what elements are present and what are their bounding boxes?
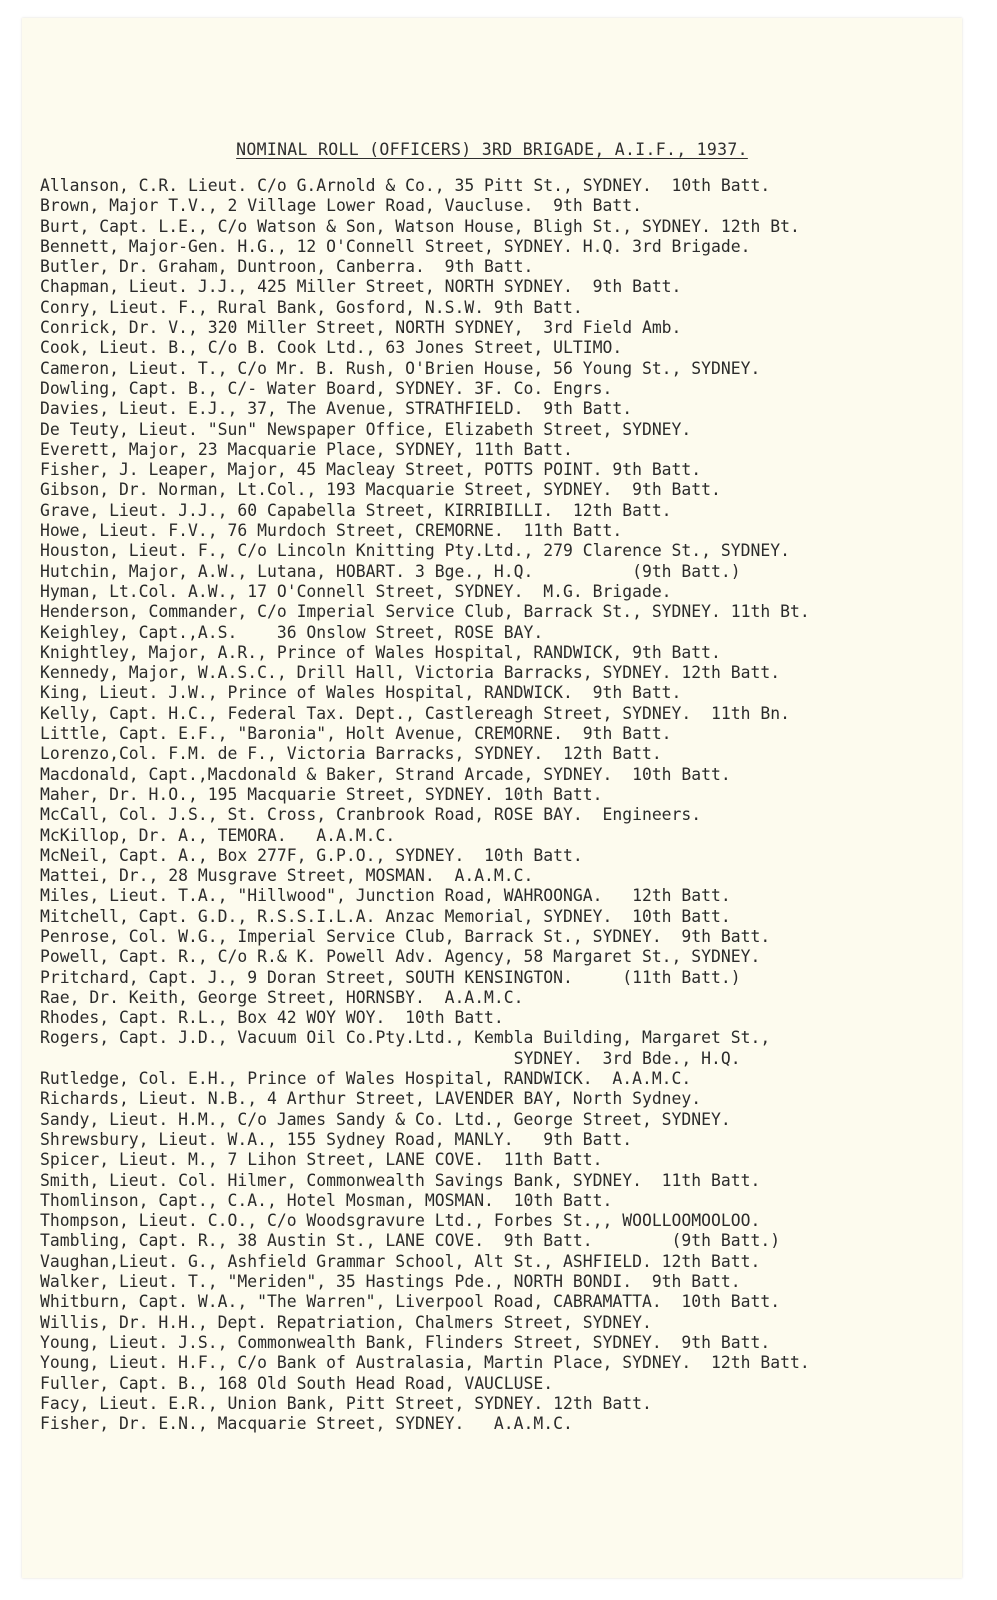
roll-entry: Gibson, Dr. Norman, Lt.Col., 193 Macquarie Street, SYDNEY. 9th Batt. <box>40 480 721 500</box>
roll-entry: Chapman, Lieut. J.J., 425 Miller Street, NORTH SYDNEY. 9th Batt. <box>40 277 682 297</box>
roll-entry: Macdonald, Capt.,Macdonald & Baker, Strand Arcade, SYDNEY. 10th Batt. <box>40 764 731 784</box>
roll-entry: Pritchard, Capt. J., 9 Doran Street, SOUTH KENSINGTON. (11th Batt.) <box>40 967 741 987</box>
roll-entry: Cameron, Lieut. T., C/o Mr. B. Rush, O'Brien House, 56 Young St., SYDNEY. <box>40 358 761 378</box>
roll-entry: Rogers, Capt. J.D., Vacuum Oil Co.Pty.Ltd., Kembla Building, Margaret St., <box>40 1028 771 1048</box>
roll-entry: Fuller, Capt. B., 168 Old South Head Road, VAUCLUSE. <box>40 1373 554 1393</box>
roll-entry: Fisher, Dr. E.N., Macquarie Street, SYDNEY. A.A.M.C. <box>40 1414 573 1434</box>
roll-entry: Everett, Major, 23 Macquarie Place, SYDNEY, 11th Batt. <box>40 439 573 459</box>
roll-entry: De Teuty, Lieut. "Sun" Newspaper Office, Elizabeth Street, SYDNEY. <box>40 419 692 439</box>
roll-entry: Miles, Lieut. T.A., "Hillwood", Junction Road, WAHROONGA. 12th Batt. <box>40 886 731 906</box>
roll-entry: Rae, Dr. Keith, George Street, HORNSBY. A.A.M.C. <box>40 987 524 1007</box>
roll-entry: Rhodes, Capt. R.L., Box 42 WOY WOY. 10th Batt. <box>40 1008 504 1028</box>
roll-entry: Shrewsbury, Lieut. W.A., 155 Sydney Road, MANLY. 9th Batt. <box>40 1129 633 1149</box>
roll-entry: Mattei, Dr., 28 Musgrave Street, MOSMAN. A.A.M.C. <box>40 866 534 886</box>
roll-entry: Tambling, Capt. R., 38 Austin St., LANE COVE. 9th Batt. (9th Batt.) <box>40 1231 781 1251</box>
document-page <box>22 18 962 1578</box>
roll-entry: Dowling, Capt. B., C/- Water Board, SYDNEY. 3F. Co. Engrs. <box>40 378 613 398</box>
roll-entry: Howe, Lieut. F.V., 76 Murdoch Street, CREMORNE. 11th Batt. <box>40 521 623 541</box>
roll-entry: Bennett, Major-Gen. H.G., 12 O'Connell Street, SYDNEY. H.Q. 3rd Brigade. <box>40 236 751 256</box>
roll-entry: Mitchell, Capt. G.D., R.S.S.I.L.A. Anzac Memorial, SYDNEY. 10th Batt. <box>40 906 731 926</box>
roll-entry: Lorenzo,Col. F.M. de F., Victoria Barracks, SYDNEY. 12th Batt. <box>40 744 662 764</box>
roll-entry: Thomlinson, Capt., C.A., Hotel Mosman, MOSMAN. 10th Batt. <box>40 1190 613 1210</box>
roll-entry: Butler, Dr. Graham, Duntroon, Canberra. 9th Batt. <box>40 257 534 277</box>
roll-entry: Little, Capt. E.F., "Baronia", Holt Avenue, CREMORNE. 9th Batt. <box>40 724 672 744</box>
roll-entry: Knightley, Major, A.R., Prince of Wales Hospital, RANDWICK, 9th Batt. <box>40 642 721 662</box>
roll-entry: Hyman, Lt.Col. A.W., 17 O'Connell Street, SYDNEY. M.G. Brigade. <box>40 581 672 601</box>
roll-entry: Walker, Lieut. T., "Meriden", 35 Hastings Pde., NORTH BONDI. 9th Batt. <box>40 1272 741 1292</box>
roll-entry: Vaughan,Lieut. G., Ashfield Grammar School, Alt St., ASHFIELD. 12th Batt. <box>40 1251 761 1271</box>
roll-entry: SYDNEY. 3rd Bde., H.Q. <box>40 1048 741 1068</box>
roll-entry: Smith, Lieut. Col. Hilmer, Commonwealth Savings Bank, SYDNEY. 11th Batt. <box>40 1170 761 1190</box>
roll-entry: Davies, Lieut. E.J., 37, The Avenue, STRATHFIELD. 9th Batt. <box>40 399 633 419</box>
roll-entry: Powell, Capt. R., C/o R.& K. Powell Adv. Agency, 58 Margaret St., SYDNEY. <box>40 947 761 967</box>
roll-entry: Hutchin, Major, A.W., Lutana, HOBART. 3 Bge., H.Q. (9th Batt.) <box>40 561 741 581</box>
roll-entry: Willis, Dr. H.H., Dept. Repatriation, Chalmers Street, SYDNEY. <box>40 1312 652 1332</box>
roll-entry: Conry, Lieut. F., Rural Bank, Gosford, N.S.W. 9th Batt. <box>40 297 583 317</box>
roll-entry: Allanson, C.R. Lieut. C/o G.Arnold & Co., 35 Pitt St., SYDNEY. 10th Batt. <box>40 176 771 195</box>
roll-entry: Houston, Lieut. F., C/o Lincoln Knitting Pty.Ltd., 279 Clarence St., SYDNEY. <box>40 541 790 561</box>
roll-entry: Brown, Major T.V., 2 Village Lower Road, Vaucluse. 9th Batt. <box>40 196 642 216</box>
roll-entry: King, Lieut. J.W., Prince of Wales Hospital, RANDWICK. 9th Batt. <box>40 683 682 703</box>
roll-entry: Thompson, Lieut. C.O., C/o Woodsgravure Ltd., Forbes St.,, WOOLLOOMOOLOO. <box>40 1211 761 1231</box>
roll-entry: Kennedy, Major, W.A.S.C., Drill Hall, Victoria Barracks, SYDNEY. 12th Batt. <box>40 663 781 683</box>
roll-entry: Conrick, Dr. V., 320 Miller Street, NORTH SYDNEY, 3rd Field Amb. <box>40 318 682 338</box>
roll-entry: McCall, Col. J.S., St. Cross, Cranbrook Road, ROSE BAY. Engineers. <box>40 805 702 825</box>
roll-entry: Sandy, Lieut. H.M., C/o James Sandy & Co. Ltd., George Street, SYDNEY. <box>40 1109 731 1129</box>
roll-entry: Henderson, Commander, C/o Imperial Service Club, Barrack St., SYDNEY. 11th Bt. <box>40 602 810 622</box>
roll-entry: McKillop, Dr. A., TEMORA. A.A.M.C. <box>40 825 396 845</box>
roll-entry: Penrose, Col. W.G., Imperial Service Club, Barrack St., SYDNEY. 9th Batt. <box>40 926 771 946</box>
roll-entry: Young, Lieut. H.F., C/o Bank of Australasia, Martin Place, SYDNEY. 12th Batt. <box>40 1353 810 1373</box>
roll-entry: McNeil, Capt. A., Box 277F, G.P.O., SYDNEY. 10th Batt. <box>40 845 583 865</box>
roll-entry: Cook, Lieut. B., C/o B. Cook Ltd., 63 Jones Street, ULTIMO. <box>40 338 623 358</box>
roll-entry: Burt, Capt. L.E., C/o Watson & Son, Watson House, Bligh St., SYDNEY. 12th Bt. <box>40 216 800 236</box>
roll-entry: Whitburn, Capt. W.A., "The Warren", Liverpool Road, CABRAMATTA. 10th Batt. <box>40 1292 781 1312</box>
roll-entry: Fisher, J. Leaper, Major, 45 Macleay Street, POTTS POINT. 9th Batt. <box>40 460 702 480</box>
roll-entry: Grave, Lieut. J.J., 60 Capabella Street, KIRRIBILLI. 12th Batt. <box>40 500 672 520</box>
roll-entry: Young, Lieut. J.S., Commonwealth Bank, Flinders Street, SYDNEY. 9th Batt. <box>40 1332 771 1352</box>
nominal-roll-list <box>40 176 960 1434</box>
page-title-text: NOMINAL ROLL (OFFICERS) 3RD BRIGADE, A.I.F., 1937. <box>236 140 748 159</box>
roll-entry: Facy, Lieut. E.R., Union Bank, Pitt Street, SYDNEY. 12th Batt. <box>40 1393 652 1413</box>
roll-entry: Maher, Dr. H.O., 195 Macquarie Street, SYDNEY. 10th Batt. <box>40 784 603 804</box>
page-title <box>22 140 962 159</box>
roll-entry: Richards, Lieut. N.B., 4 Arthur Street, LAVENDER BAY, North Sydney. <box>40 1089 702 1109</box>
roll-entry: Rutledge, Col. E.H., Prince of Wales Hospital, RANDWICK. A.A.M.C. <box>40 1069 692 1089</box>
roll-entry: Kelly, Capt. H.C., Federal Tax. Dept., Castlereagh Street, SYDNEY. 11th Bn. <box>40 703 790 723</box>
roll-entry: Spicer, Lieut. M., 7 Lihon Street, LANE COVE. 11th Batt. <box>40 1150 603 1170</box>
roll-entry: Keighley, Capt.,A.S. 36 Onslow Street, ROSE BAY. <box>40 622 544 642</box>
